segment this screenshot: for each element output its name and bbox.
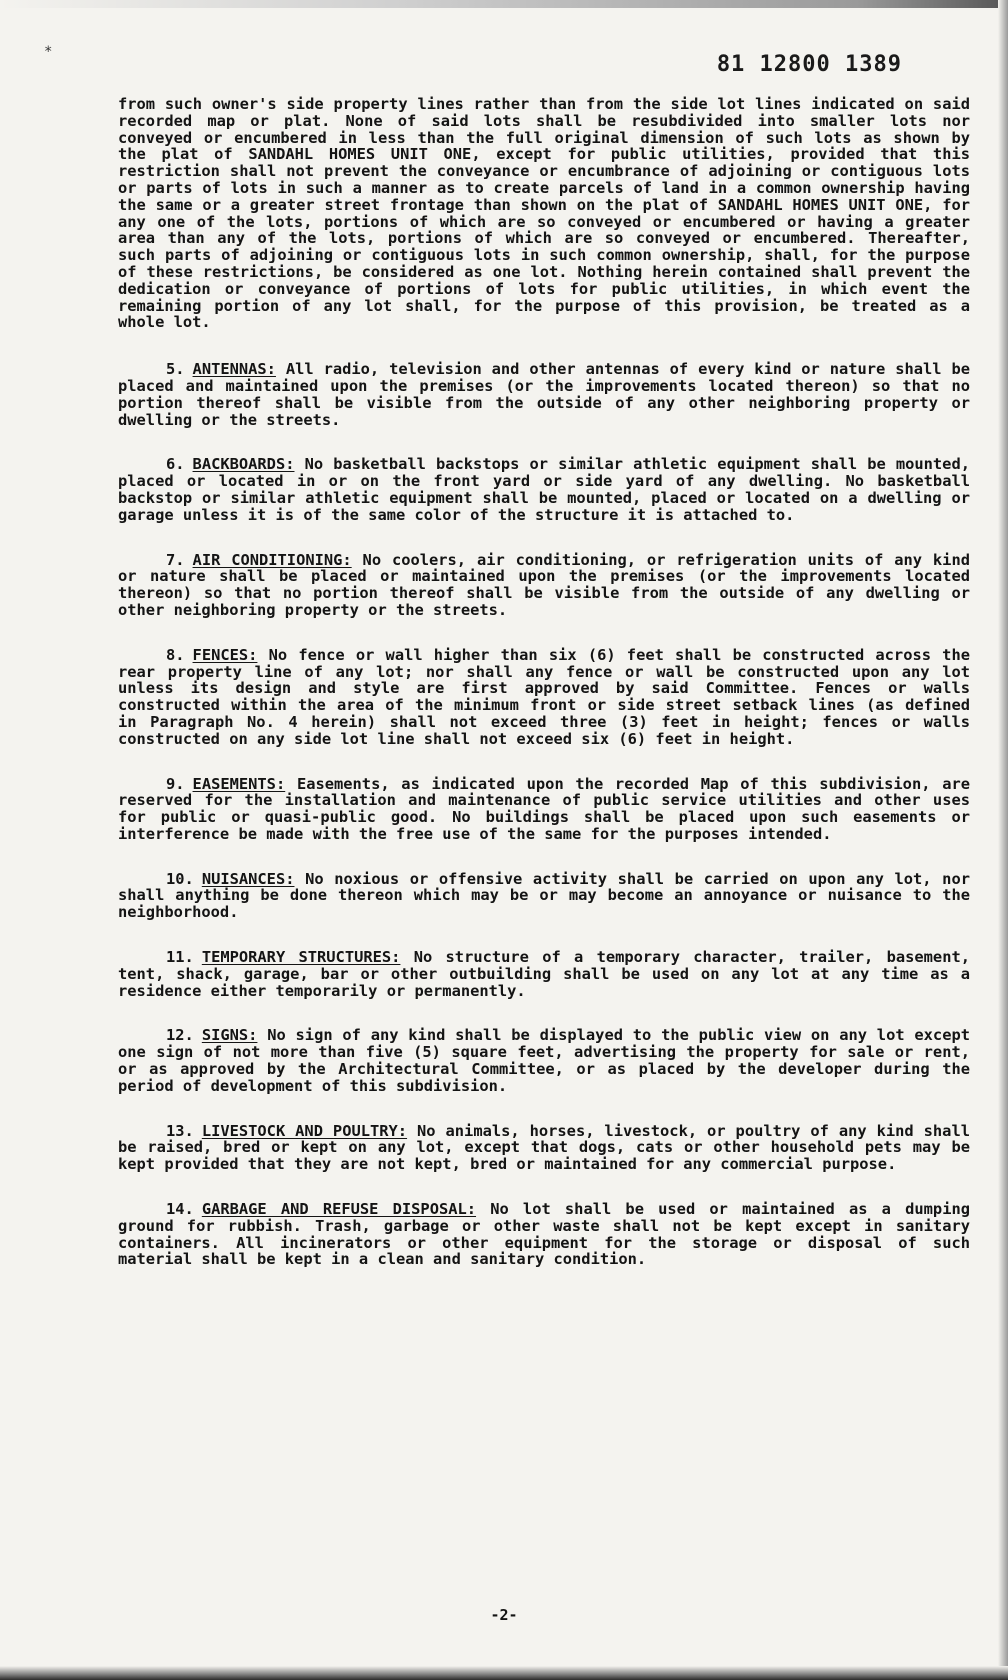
recording-number: 81 12800 1389 bbox=[716, 52, 902, 77]
paragraph-number: 6. bbox=[166, 455, 185, 474]
paragraph-text: from such owner's side property lines rather than from the side lot lines indicated on said recorded map or plat. None of said lots shall be resubdivided into smaller lots nor conveyed or encumbered in less than the full original dimension of such lots as shown by the plat of SANDAHL HOMES UNIT ONE, except for public utilities, provided that this restriction shall not prevent the conveyance or encumbrance of adjoining or contiguous lots or parts of lots in such a manner as to create parcels of land in a common ownership having the same or a greater street frontage than shown on the plat of SANDAHL HOMES UNIT ONE, for any one of the lots, portions of which are so conveyed or encumbered or having a greater area than any of the lots, portions of which are so conveyed or encumbered. Thereafter, such parts of adjoining or contiguous lots in such common ownership, shall, for the purpose of these restrictions, be considered as one lot. Nothing herein contained shall prevent the dedication or conveyance of portions of lots for public utilities, in which event the remaining portion of any lot shall, for the purpose of this provision, be treated as a whole lot. bbox=[118, 95, 970, 332]
paragraph-number: 8. bbox=[166, 645, 185, 664]
scan-edge-top bbox=[0, 0, 1008, 8]
paragraph-text: No lot shall be used or maintained as a dumping ground for rubbish. Trash, garbage or other waste shall not be kept except in sanitary containers. All incinerators or other equipment for the storage or disposal of such material shall be kept in a clean and sanitary condition. bbox=[118, 1200, 970, 1269]
paragraph-temporary-structures bbox=[118, 949, 970, 999]
paragraph-nuisances bbox=[118, 871, 970, 921]
paragraph-number: 14. bbox=[166, 1200, 194, 1219]
paragraph-heading: AIR CONDITIONING: bbox=[192, 550, 352, 569]
paragraph-easements bbox=[118, 776, 970, 843]
paragraph-text: No basketball backstops or similar athletic equipment shall be mounted, placed or located in or on the front yard or side yard of any dwelling. No basketball backstop or similar athletic equipment shall be mounted, placed or located on a dwelling or garage unless it is of the same color of the structure it is attached to. bbox=[118, 455, 970, 524]
paragraph-text: Easements, as indicated upon the recorded Map of this subdivision, are reserved for the installation and maintenance of public service utilities and other uses for public or quasi-public good. No buildings shall be placed upon such easements or interference be made with the free use of the same for the purposes intended. bbox=[118, 774, 970, 843]
paragraph-fences bbox=[118, 647, 970, 748]
paragraph-heading: EASEMENTS: bbox=[192, 774, 286, 793]
scan-edge-bottom bbox=[0, 1666, 1008, 1680]
paragraph-livestock-and-poultry bbox=[118, 1123, 970, 1173]
paragraph-number: 9. bbox=[166, 774, 185, 793]
paragraph-garbage-and-refuse-disposal bbox=[118, 1201, 970, 1268]
paragraph-heading: TEMPORARY STRUCTURES: bbox=[201, 948, 401, 967]
paragraph-number: 7. bbox=[166, 550, 185, 569]
paragraph-number: 5. bbox=[166, 360, 185, 379]
margin-mark: * bbox=[44, 44, 53, 60]
paragraph-antennas bbox=[118, 361, 970, 428]
paragraph-text: All radio, television and other antennas of every kind or nature shall be placed and maintained upon the premises (or the improvements located thereon) so that no portion thereof shall be visible from the outside of any other neighboring property or dwelling or the streets. bbox=[118, 360, 970, 429]
scan-edge-right bbox=[998, 0, 1008, 1680]
paragraph-air-conditioning bbox=[118, 552, 970, 619]
paragraph-text: No coolers, air conditioning, or refrigeration units of any kind or nature shall be placed or maintained upon the premises (or the improvements located thereon) so that no portion thereof shall be visible from the outside of any dwelling or other neighboring property or the streets. bbox=[118, 550, 970, 619]
paragraph-heading: SIGNS: bbox=[201, 1026, 258, 1045]
paragraph-number: 13. bbox=[166, 1121, 194, 1140]
paragraph-number: 10. bbox=[166, 869, 194, 888]
paragraph-text: No structure of a temporary character, trailer, basement, tent, shack, garage, bar or other outbuilding shall be used on any lot at any time as a residence either temporarily or permanently. bbox=[118, 948, 970, 1000]
paragraph-number: 12. bbox=[166, 1026, 194, 1045]
paragraph-text: No fence or wall higher than six (6) feet shall be constructed across the rear property line of any lot; nor shall any fence or wall be constructed upon any lot unless its design and style are first approved by said Committee. Fences or walls constructed within the area of the minimum front or side street setback lines (as defined in Paragraph No. 4 herein) shall not exceed three (3) feet in height; fences or walls constructed on any side lot line shall not exceed six (6) feet in height. bbox=[118, 645, 970, 748]
paragraph-continuation bbox=[118, 96, 970, 331]
paragraph-text: No noxious or offensive activity shall be carried on upon any lot, nor shall anything be done thereon which may be or may become an annoyance or nuisance to the neighborhood. bbox=[118, 869, 970, 922]
paragraph-text: No animals, horses, livestock, or poultry of any kind shall be raised, bred or kept on any lot, except that dogs, cats or other household pets may be kept provided that they are not kept, bred or maintained for any commercial purpose. bbox=[118, 1121, 970, 1174]
paragraph-backboards bbox=[118, 456, 970, 523]
paragraph-heading: ANTENNAS: bbox=[192, 360, 276, 379]
paragraph-heading: BACKBOARDS: bbox=[192, 455, 295, 474]
paragraph-heading: GARBAGE AND REFUSE DISPOSAL: bbox=[201, 1200, 477, 1219]
paragraph-number: 11. bbox=[166, 948, 194, 967]
paragraph-signs bbox=[118, 1027, 970, 1094]
page-number: -2- bbox=[490, 1606, 518, 1624]
paragraph-heading: LIVESTOCK AND POULTRY: bbox=[201, 1121, 408, 1140]
paragraph-text: No sign of any kind shall be displayed to the public view on any lot except one sign of not more than five (5) square feet, advertising the property for sale or rent, or as approved by the Architectural Committee, or as placed by the developer during the period of development of this subdivision. bbox=[118, 1026, 970, 1095]
document-body bbox=[118, 96, 970, 1296]
paragraph-heading: NUISANCES: bbox=[201, 869, 295, 888]
paragraph-heading: FENCES: bbox=[192, 645, 258, 664]
